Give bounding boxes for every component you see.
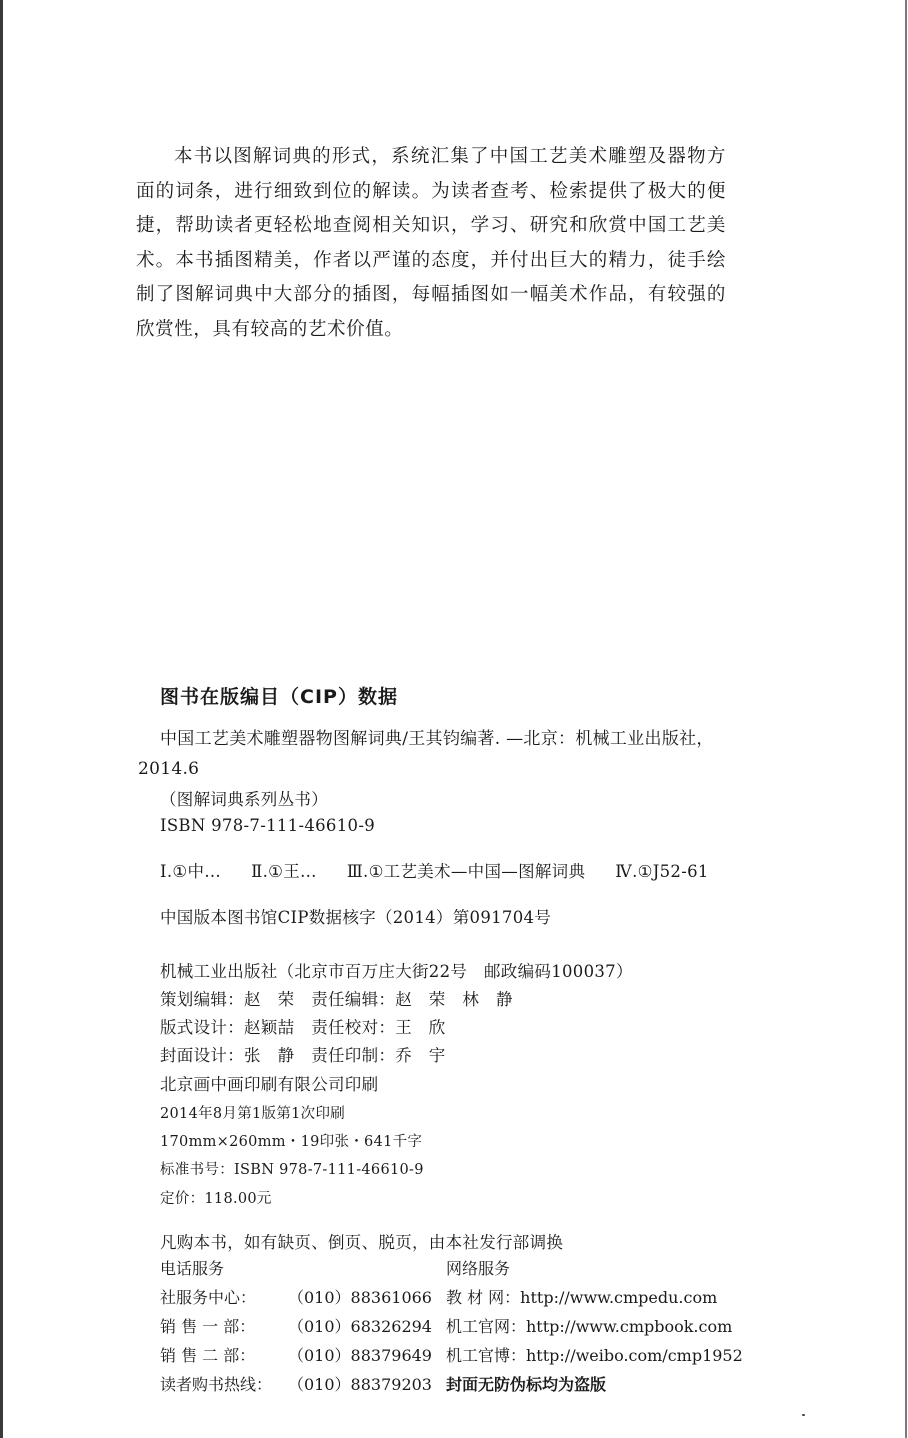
service-phone: （010）68326294: [288, 1317, 432, 1336]
page-edge-left: [0, 0, 3, 1438]
publisher-line: 机械工业出版社（北京市百万庄大街22号 邮政编码100037）: [160, 962, 633, 981]
cover-design-line: 封面设计：张 静 责任印制：乔 宇: [160, 1046, 446, 1065]
price-line: 定价：118.00元: [160, 1191, 272, 1207]
service-label: 销 售 一 部：: [160, 1317, 256, 1336]
network-service-header: 网络服务: [446, 1259, 511, 1278]
standard-number-line: 标准书号：ISBN 978-7-111-46610-9: [160, 1162, 424, 1178]
service-phone: （010）88361066: [288, 1288, 432, 1307]
book-introduction: [136, 140, 726, 347]
service-web: 教 材 网：http://www.cmpedu.com: [446, 1288, 718, 1307]
cip-heading: 图书在版编目（CIP）数据: [160, 686, 398, 708]
format-line: 170mm×260mm・19印张・641千字: [160, 1134, 423, 1150]
service-web: 机工官博：http://weibo.com/cmp1952: [446, 1346, 743, 1365]
service-phone: （010）88379203: [288, 1375, 432, 1394]
scan-speck: [802, 1414, 805, 1416]
cip-isbn: ISBN 978-7-111-46610-9: [160, 816, 376, 835]
introduction-paragraph: 本书以图解词典的形式，系统汇集了中国工艺美术雕塑及器物方面的词条，进行细致到位的解读。为读者查考、检索提供了极大的便捷，帮助读者更轻松地查阅相关知识，学习、研究和欣赏中国工艺美术。本书插图精美，作者以严谨的态度，并付出巨大的精力，徒手绘制了图解词典中大部分的插图，每幅插图如一幅美术作品，有较强的欣赏性，具有较高的艺术价值。: [136, 146, 726, 340]
cip-description-text: 中国工艺美术雕塑器物图解词典/王其钧编著. —北京：机械工业出版社，2014.6: [138, 729, 714, 779]
cip-series: （图解词典系列丛书）: [160, 790, 328, 809]
printer-line: 北京画中画印刷有限公司印刷: [160, 1075, 379, 1094]
editors-line: 策划编辑：赵 荣 责任编辑：赵 荣 林 静: [160, 990, 513, 1009]
service-label: 销 售 二 部：: [160, 1346, 256, 1365]
phone-service-header: 电话服务: [160, 1259, 225, 1278]
cip-core-number: 中国版本图书馆CIP数据核字（2014）第091704号: [160, 908, 552, 927]
service-phone: （010）88379649: [288, 1346, 432, 1365]
design-line: 版式设计：赵颖喆 责任校对：王 欣: [160, 1018, 446, 1037]
classification-1: Ⅰ.①中…: [160, 862, 222, 881]
service-web: 机工官网：http://www.cmpbook.com: [446, 1317, 733, 1336]
anti-counterfeit-notice: 封面无防伪标均为盗版: [446, 1375, 607, 1394]
edition-line: 2014年8月第1版第1次印刷: [160, 1106, 346, 1122]
service-notice: 凡购本书，如有缺页、倒页、脱页，由本社发行部调换: [160, 1233, 564, 1252]
classification-3: Ⅲ.①工艺美术—中国—图解词典: [346, 862, 586, 881]
cip-description: [138, 724, 730, 784]
service-label: 社服务中心：: [160, 1288, 257, 1307]
service-label: 读者购书热线：: [160, 1375, 273, 1394]
classification-2: Ⅱ.①王…: [251, 862, 317, 881]
cip-classification: [160, 858, 709, 882]
classification-4: Ⅳ.①J52-61: [615, 862, 709, 881]
page-edge-right: [905, 0, 907, 1438]
